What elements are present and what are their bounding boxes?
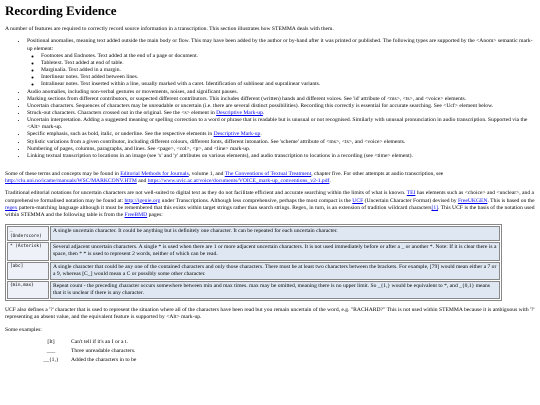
ucf-symbol-cell: {min,max} xyxy=(7,281,49,299)
text-span: . xyxy=(329,178,331,185)
text-span: has elements such as <choice> and <unclear>, and a comprehensive formalised notation may be found at: xyxy=(5,190,534,204)
example-row xyxy=(31,339,536,348)
descriptive-markup-link[interactable]: Descriptive Mark-up xyxy=(216,110,263,117)
feature-text: Struck-out characters. Characters crossed out in the original. See the <s> element in xyxy=(27,110,217,117)
feature-item xyxy=(27,139,536,146)
text-span: , volume 1, and xyxy=(188,171,225,178)
ucf-symbol-cell: _ (Underscore) xyxy=(7,226,49,241)
feature-text: Uncertain interpretation. Adding a suggested meaning or spelling correction to a word or phrase that is readable but is unusual or not recognised. Similarly with unusual pronunciation in audio transcription. Supported via the <Alt> mark-up. xyxy=(27,117,528,131)
anomaly-type-item: ◦ Footnotes and Endnotes. Text added at the end of a page or document. xyxy=(41,53,536,60)
feature-text: Marking sections from different contributors, or suspected different contributors. This includes different (written) hands and different voices. See 'id' attribute of <ms>, <ts>, and <voice> elements. xyxy=(27,95,467,102)
descriptive-markup-link[interactable]: Descriptive Mark-up xyxy=(213,131,261,138)
text-span: Some of these terms and concepts may be found in xyxy=(5,171,121,178)
tei-link[interactable]: TEI xyxy=(406,190,416,197)
text-span: , chapter five. For other attempts at audio transcription, see xyxy=(311,171,444,178)
ucf-description-cell: Several adjacent uncertain characters. A single * is used when there are 1 or more adjacent uncertain characters. It is not used immediately before or after a _ or another *. Note: If it is clear there is a space, then * * is used to represent 2 words, neither of which can be read. xyxy=(50,242,500,260)
voice-conventions-link[interactable]: https://www.uvic.ac.at/voice/documents/VOICE_mark-up_conventions_v2-1.pdf xyxy=(147,178,330,185)
ucf-link[interactable]: UCF xyxy=(352,197,364,204)
conventions-link[interactable]: The Conventions of Textual Treatment xyxy=(224,171,312,178)
footnote-link[interactable]: [1] xyxy=(431,204,438,211)
example-code: ___ xyxy=(46,347,56,354)
anomaly-type-item: ◦ Tabletext. Text added at end of table. xyxy=(41,60,536,67)
ucf-description-cell: Repeat count - the preceding character occurs somewhere between min and max times. max may be omitted, meaning there is no upper limit. So _{1,} would be equivalent to *, and _{0,1} means that it is unclear if there is any character. xyxy=(50,281,500,299)
feature-text: Numbering of pages, columns, paragraphs, and lines. See <page>, <col>, <p>, and <line> mark-up. xyxy=(27,145,251,152)
feature-item xyxy=(27,146,536,153)
example-code: [It] xyxy=(47,338,55,345)
feature-item xyxy=(27,153,536,160)
example-code: __{1,} xyxy=(43,356,59,363)
text-span: . This is based on the xyxy=(487,197,535,204)
text-span: . This UCF is the basis of the notation used within STEMMA and the following table is from the xyxy=(5,204,535,218)
regex-link[interactable]: regex xyxy=(5,204,18,211)
anomaly-type-item: ◦ Interlinear notes. Text added between lines. xyxy=(41,74,536,81)
table-row xyxy=(7,226,500,241)
example-text: Can't tell if it's an I or a t. xyxy=(71,338,128,345)
feature-text-end: . xyxy=(260,131,262,138)
text-span: under Transcriptions. Although less comprehensive, perhaps the most compact is the xyxy=(160,197,353,204)
feature-item xyxy=(27,117,536,131)
examples-list xyxy=(31,339,536,366)
feature-text: Stylistic variations from a given contributor, including different colours, different fonts, different intonation. See 'scheme' attribute of <ms>, <ts>, and <voice> elements. xyxy=(27,138,406,145)
feature-item xyxy=(27,103,536,110)
feature-text: Uncertain characters. Sequences of characters may be unreadable or uncertain (i.e. there are several distinct possibilities). Recording this correctly is essential for accurate searching. See <Ucf> element below. xyxy=(27,102,494,109)
feature-text: Linking textual transcription to locations in an image (see 'x' and 'y' attributes on various elements), and audio transcription to locations in a recording (see <time> element). xyxy=(27,152,413,159)
feature-text: Audio anomalies, including non-verbal gestures or movements, noises, and significant pauses. xyxy=(27,88,238,95)
ucf-symbol-cell: * (Asterisk) xyxy=(7,242,49,260)
editorial-methods-link[interactable]: Editorial Methods for Journals xyxy=(120,171,189,178)
feature-item xyxy=(27,131,536,138)
table-row xyxy=(7,242,500,260)
feature-text-end: . xyxy=(262,110,265,117)
text-span: (Uncertain Character Format) devised by xyxy=(363,197,458,204)
example-text: Three unreadable characters. xyxy=(71,347,136,354)
markconv-link[interactable]: http://clu.uni.no/icame/manuals/WSC/MARKCONV.HTM xyxy=(5,178,137,185)
feature-item xyxy=(27,38,536,88)
feature-list xyxy=(5,38,536,160)
anomaly-type-list xyxy=(27,53,536,89)
ucf-after-paragraph: UCF also defines a '?' character that is used to represent the situation where all of the characters have been read but you remain uncertain of the word, e.g. "RACHARD?" This is not used within STEMMA because it is ambiguous with '?' representing an absent value, and the equivalent feature is supported by <Alt> mark-up. xyxy=(5,307,535,321)
intro-paragraph: A number of features are required to correctly record source information in a transcription. This section illustrates how STEMMA deals with them. xyxy=(5,26,334,33)
example-row xyxy=(31,357,536,366)
sources-paragraph xyxy=(5,171,536,185)
example-row xyxy=(31,348,536,357)
ucf-paragraph xyxy=(5,190,536,219)
examples-heading: Some examples: xyxy=(5,326,42,333)
page-title: Recording Evidence xyxy=(5,3,117,18)
freebmd-link[interactable]: FreeBMD xyxy=(124,211,148,218)
anomaly-type-item: ◦ Marginalia. Text added in a margin. xyxy=(41,67,536,74)
feature-item xyxy=(27,110,536,117)
table-row xyxy=(7,262,500,280)
anomaly-type-item: ◦ Intralinear notes. Text inserted within a line, usually marked with a caret. Identification of sublinear and supralinear variants. xyxy=(41,81,536,88)
ucf-table xyxy=(5,224,502,301)
text-span: and xyxy=(136,178,148,185)
text-span: Traditional editorial notations for uncertain characters are not well-suited to digital text as they do not facilitate efficient and accurate searching within the limits of what is known. xyxy=(5,190,407,197)
freeukgen-link[interactable]: FreeUKGEN xyxy=(457,197,488,204)
example-text: Added the characters in to be xyxy=(71,356,137,363)
ucf-description-cell: A single character that could be any one of the contained characters and only those characters. There must be at least two characters between the brackets. For example, [79] would mean either a 7 or a 9, whereas [C_] would mean a C or possibly some other character. xyxy=(50,262,500,280)
feature-text: Positional anomalies, meaning text added outside the main body or flow. This may have been added by the author or by-hand after it was printed or published. The following types are supported by the <Anom> semantic mark-up element: xyxy=(27,38,533,52)
feature-item xyxy=(27,96,536,103)
ucf-symbol-cell: [abc] xyxy=(7,262,49,280)
text-span: pages: xyxy=(147,211,163,218)
ucf-description-cell: A single uncertain character. It could be anything but is definitely one character. It can be repeated for each uncertain character. xyxy=(50,226,500,241)
igenie-link[interactable]: http://igenie.org xyxy=(124,197,161,204)
table-row xyxy=(7,281,500,299)
feature-item xyxy=(27,89,536,96)
feature-text: Specific emphasis, such as bold, italic, or underline. See the respective elements in xyxy=(27,131,214,138)
text-span: pattern-matching language although it must be remembered that this exists within target strings rather than search strings. Regex, in turn, is an extension of tradition wildcard characters xyxy=(17,204,432,211)
